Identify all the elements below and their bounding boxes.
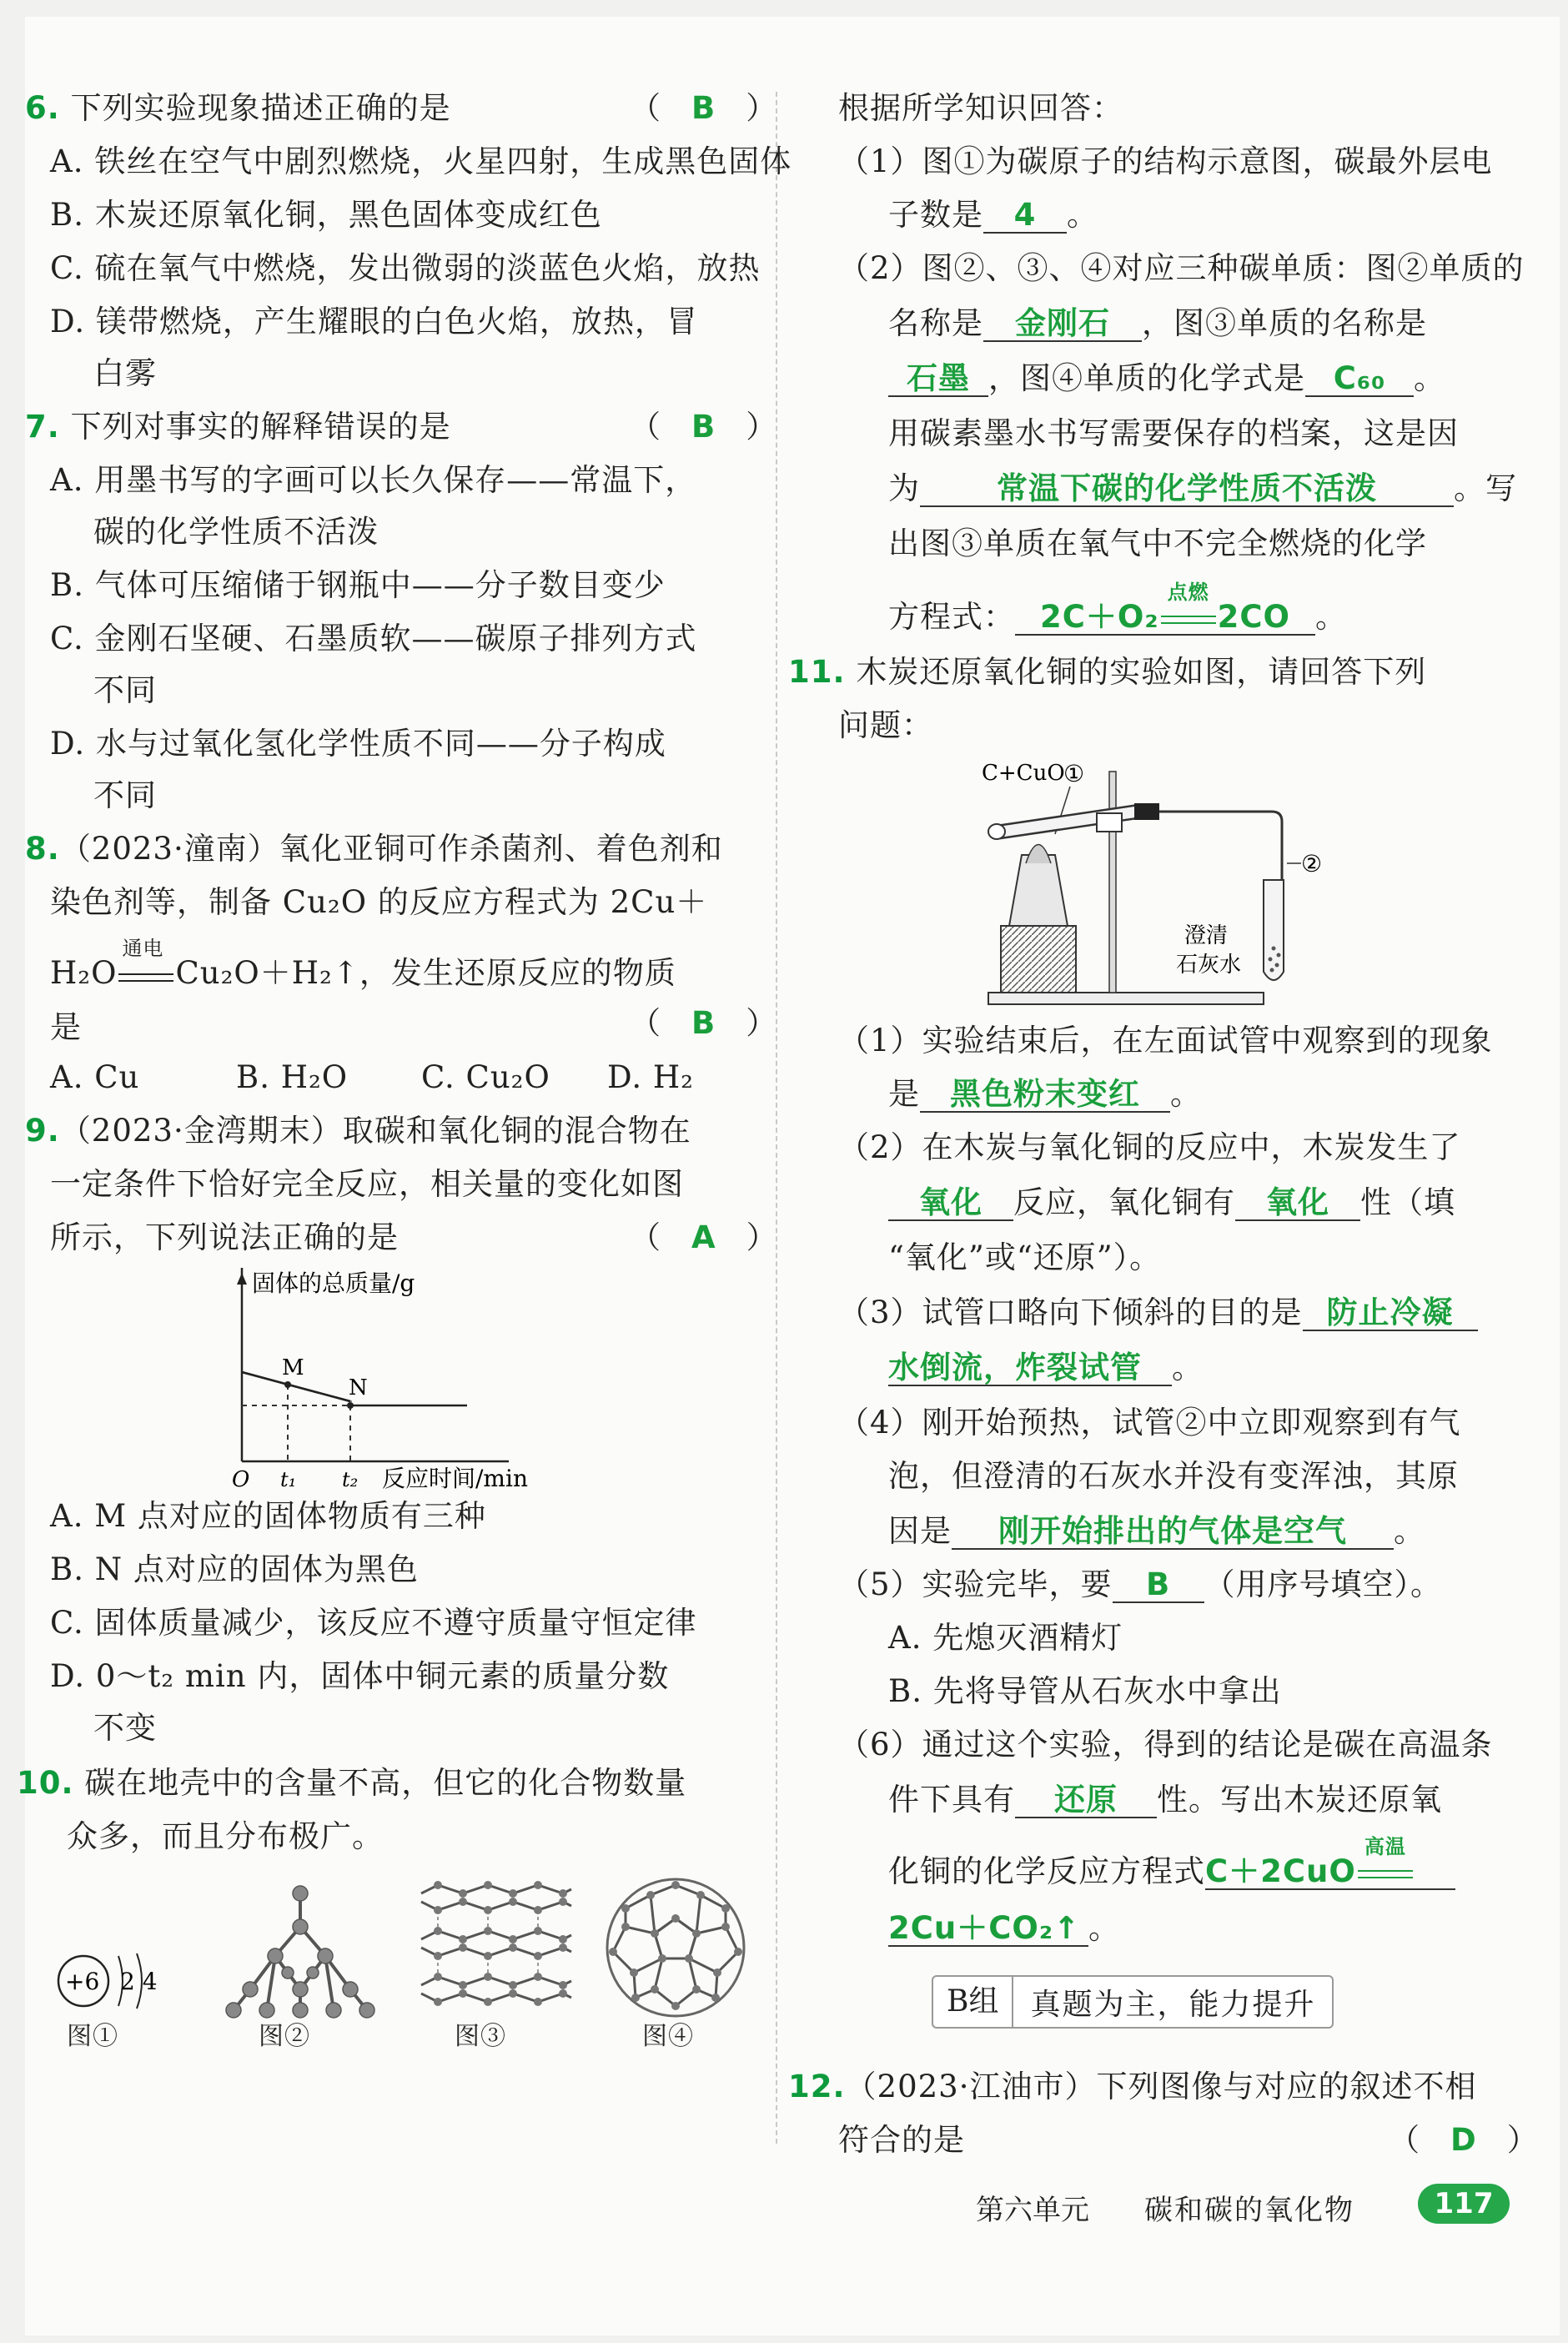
q11-2-line1: （2）在木炭与氧化铜的反应中，木炭发生了 xyxy=(838,1129,1461,1165)
q11-5-text2: （用序号填空）。 xyxy=(1204,1566,1443,1602)
clamp xyxy=(1097,813,1122,832)
graph-y-label: 固体的总质量/g xyxy=(252,1270,415,1297)
graph-point-n xyxy=(347,1402,354,1409)
q10-line1 xyxy=(17,1765,686,1802)
q8-condition: 通电 xyxy=(122,937,164,960)
q12-answer-box: （ D ） xyxy=(1389,2122,1538,2158)
q11-4-text: 因是 xyxy=(888,1513,952,1549)
q8-option-a: A. Cu xyxy=(50,1059,140,1095)
eq2-reactants: C＋2CuO xyxy=(1205,1853,1356,1889)
answer-order: B xyxy=(1113,1568,1204,1603)
q11-line1-text: 木炭还原氧化铜的实验如图，请回答下列 xyxy=(856,654,1427,690)
wood-block xyxy=(1001,926,1076,993)
answer-cuo-property: 氧化 xyxy=(1235,1186,1360,1221)
q11-1-text: 是 xyxy=(888,1076,920,1112)
q8-reactant: H₂O xyxy=(50,955,118,991)
q7-option-b: B. 气体可压缩储于钢瓶中——分子数目变少 xyxy=(50,567,666,603)
q11-3-text: （3）试管口略向下倾斜的目的是 xyxy=(838,1295,1303,1330)
q6-stem-text: 下列实验现象描述正确的是 xyxy=(70,90,451,126)
q8-line1-text: （2023·潼南）氧化亚铜可作杀菌剂、着色剂和 xyxy=(59,831,723,867)
q11-6-line4: 2Cu＋CO₂↑ 。 xyxy=(888,1910,1120,1946)
q12-line1-text: （2023·江油市）下列图像与对应的叙述不相 xyxy=(845,2069,1477,2104)
q9-option-c: C. 固体质量减少，该反应不遵守质量守恒定律 xyxy=(50,1605,697,1641)
stand-rod xyxy=(1109,772,1116,993)
q11-apparatus-diagram xyxy=(972,755,1372,1009)
q8-line3-text: Cu₂O＋H₂↑，发生还原反应的物质 xyxy=(175,955,676,991)
stand-base xyxy=(988,993,1264,1004)
graphite-atoms xyxy=(434,1881,567,2006)
q12-answer: D xyxy=(1450,2122,1476,2158)
q6-option-d-cont: 白雾 xyxy=(93,355,157,391)
q8-line1 xyxy=(25,831,723,867)
q9-number: 9. xyxy=(25,1113,60,1149)
fig4-caption: 图④ xyxy=(642,2022,694,2051)
q9-option-d-cont: 不变 xyxy=(93,1710,157,1746)
q6-option-c: C. 硫在氧气中燃烧，发出微弱的淡蓝色火焰，放热 xyxy=(50,250,761,286)
q9-option-d: D. 0～t₂ min 内，固体中铜元素的质量分数 xyxy=(50,1658,670,1694)
fig4-c60-structure xyxy=(592,1868,759,2027)
eq1-condition: 点燃 xyxy=(1167,581,1209,604)
answer-equation-part2: 2Cu＋CO₂↑ xyxy=(888,1912,1088,1947)
fig3-caption: 图③ xyxy=(455,2022,506,2051)
q8-option-b: B. H₂O xyxy=(236,1059,349,1095)
q11-2-text2: 性（填 xyxy=(1360,1184,1455,1220)
q11-4-line3: 因是 刚开始排出的气体是空气 。 xyxy=(888,1513,1425,1549)
q8-line2: 染色剂等，制备 Cu₂O 的反应方程式为 2Cu＋ xyxy=(50,884,708,920)
answer-c60: C₆₀ xyxy=(1305,362,1414,397)
q11-line2: 问题： xyxy=(838,707,933,743)
q9-line1-text: （2023·金湾期末）取碳和氧化铜的混合物在 xyxy=(59,1113,691,1149)
q6-answer: B xyxy=(691,90,716,126)
q11-line1 xyxy=(788,654,1426,691)
test-tube-2 xyxy=(1264,880,1284,980)
q11-3-line1 xyxy=(838,1295,1478,1331)
q7-option-d: D. 水与过氧化氢化学性质不同——分子构成 xyxy=(50,726,666,762)
q7-option-c: C. 金刚石坚硬、石墨质软——碳原子排列方式 xyxy=(50,621,697,656)
q11-1-line1: （1）实验结束后，在左面试管中观察到的现象 xyxy=(838,1023,1493,1058)
q6-option-a: A. 铁丝在空气中剧烈燃烧，火星四射，生成黑色固体 xyxy=(50,143,792,179)
b-group-banner xyxy=(932,1975,1334,2029)
eq2-arrow xyxy=(1356,1835,1415,1888)
q11-6-line1: （6）通过这个实验，得到的结论是碳在高温条 xyxy=(838,1727,1493,1762)
q10-intro: 根据所学知识回答： xyxy=(838,90,1123,126)
c60-outline xyxy=(607,1879,744,2016)
q10-2-line4: 用碳素墨水书写需要保存的档案，这是因 xyxy=(888,415,1459,451)
q10-line2: 众多，而且分布极广。 xyxy=(67,1818,384,1854)
answer-tilt-purpose-2: 水倒流，炸裂试管 xyxy=(888,1351,1172,1386)
q7-stem-text: 下列对事实的解释错误的是 xyxy=(70,409,451,445)
footer-unit: 第六单元 xyxy=(976,2194,1089,2227)
q10-2-text6: 方程式： xyxy=(888,599,1015,635)
q9-option-a: A. M 点对应的固体物质有三种 xyxy=(50,1498,486,1534)
q6-stem xyxy=(25,90,451,127)
q10-number: 10. xyxy=(17,1765,74,1801)
q10-2-line1: （2）图②、③、④对应三种碳单质：图②单质的 xyxy=(838,250,1525,286)
q11-2-line3: “氧化”或“还原”）。 xyxy=(888,1239,1162,1275)
q10-2-line6: 出图③单质在氧气中不完全燃烧的化学 xyxy=(888,525,1427,561)
q11-6-line3 xyxy=(888,1835,1455,1890)
eq1-reactants: 2C＋O₂ xyxy=(1040,599,1159,635)
graph-t2: t₂ xyxy=(342,1468,359,1491)
q11-3-line2: 水倒流，炸裂试管 。 xyxy=(888,1350,1204,1385)
q11-6-text3: 化铜的化学反应方程式 xyxy=(888,1853,1205,1889)
q10-2-text2: ，图③单质的名称是 xyxy=(1142,305,1427,341)
q9-line1 xyxy=(25,1113,691,1149)
q11-5-option-b: B. 先将导管从石灰水中拿出 xyxy=(888,1673,1282,1709)
apparatus-mark-1: ① xyxy=(1063,760,1085,787)
answer-outer-electrons: 4 xyxy=(983,199,1067,234)
apparatus-label-c-cuo: C+CuO xyxy=(982,761,1065,786)
stopper xyxy=(1134,803,1159,820)
q8-answer-box: （ B ） xyxy=(630,1005,777,1041)
q11-2-text1: 反应，氧化铜有 xyxy=(1013,1184,1235,1220)
q11-number: 11. xyxy=(788,654,846,690)
answer-equation-part1 xyxy=(1205,1835,1455,1890)
q6-option-d: D. 镁带燃烧，产生耀眼的白色火焰，放热，冒 xyxy=(50,304,698,339)
answer-ink-reason: 常温下碳的化学性质不活泼 xyxy=(920,472,1454,507)
q10-1-line1: （1）图①为碳原子的结构示意图，碳最外层电 xyxy=(838,143,1493,179)
q10-2-text1: 名称是 xyxy=(888,305,983,341)
q9-option-b: B. N 点对应的固体为黑色 xyxy=(50,1551,419,1587)
q11-6-line2 xyxy=(888,1782,1442,1818)
fig3-graphite-structure xyxy=(413,1877,580,2019)
q10-2-text4: 为 xyxy=(888,470,920,506)
q8-option-d: D. H₂ xyxy=(607,1059,694,1095)
q11-4-line2: 泡，但澄清的石灰水并没有变浑浊，其原 xyxy=(888,1458,1459,1494)
alcohol-lamp-mesh xyxy=(1009,855,1068,926)
b-group-title: 真题为主，能力提升 xyxy=(1030,1987,1316,2022)
q12-number: 12. xyxy=(788,2069,846,2104)
graph-y-arrow xyxy=(237,1273,247,1285)
q11-6-text1: 件下具有 xyxy=(888,1782,1015,1818)
c60-atoms xyxy=(609,1881,742,2010)
q10-2-line7: 方程式： 2C＋O₂ 点燃 2CO 。 xyxy=(888,599,1347,636)
b-group-tag: B组 xyxy=(933,1977,1013,2027)
eq2-condition: 高温 xyxy=(1364,1835,1406,1858)
q12-line1 xyxy=(788,2069,1476,2105)
q6-option-b: B. 木炭还原氧化铜，黑色固体变成红色 xyxy=(50,197,602,233)
q11-1-line2: 是 黑色粉末变红 。 xyxy=(888,1076,1202,1112)
q8-line3 xyxy=(50,937,676,992)
q11-4-line1: （4）刚开始预热，试管②中立即观察到有气 xyxy=(838,1405,1461,1440)
eq1-arrow xyxy=(1159,581,1218,634)
q9-answer: A xyxy=(691,1219,716,1255)
q10-2-line3: 石墨 ，图④单质的化学式是 C₆₀ 。 xyxy=(888,360,1445,397)
footer-title: 碳和碳的氧化物 xyxy=(1144,2194,1354,2227)
q11-2-line2 xyxy=(888,1184,1455,1221)
apparatus-label-limewater1: 澄清 xyxy=(1184,923,1229,948)
apparatus-mark-2: ② xyxy=(1301,850,1323,877)
graph-label-m: M xyxy=(282,1355,304,1380)
q8-condition-arrow xyxy=(117,937,175,992)
q10-2-line5 xyxy=(888,470,1517,507)
answer-black-powder-red: 黑色粉末变红 xyxy=(920,1078,1170,1113)
c60-polygons xyxy=(613,1885,738,2006)
answer-reducing: 还原 xyxy=(1015,1783,1157,1818)
q10-1-text: 子数是 xyxy=(888,197,983,233)
q8-line4: 是 xyxy=(50,1009,82,1045)
q7-option-c-cont: 不同 xyxy=(93,672,157,708)
q8-answer: B xyxy=(691,1005,716,1041)
graph-label-n: N xyxy=(349,1375,368,1400)
answer-tilt-purpose-1: 防止冷凝 xyxy=(1303,1296,1478,1331)
answer-diamond: 金刚石 xyxy=(983,307,1142,342)
q9-line3: 所示，下列说法正确的是 xyxy=(50,1219,399,1255)
column-divider xyxy=(776,92,777,2144)
graph-origin: O xyxy=(232,1467,250,1492)
atom-electron-counts: 2 4 xyxy=(120,1968,158,1995)
q10-2-line2 xyxy=(888,305,1427,342)
graph-x-label: 反应时间/min xyxy=(382,1465,528,1492)
answer-carbon-oxidation: 氧化 xyxy=(888,1186,1013,1221)
q8-number: 8. xyxy=(25,831,60,867)
graph-point-m xyxy=(284,1381,291,1388)
q7-option-a: A. 用墨书写的字画可以长久保存——常温下， xyxy=(50,462,697,498)
graphite-layers xyxy=(421,1885,571,2002)
q10-1-line2: 子数是 4 。 xyxy=(888,197,1098,233)
q7-answer: B xyxy=(691,409,716,445)
q10-line1-text: 碳在地壳中的含量不高，但它的化合物数量 xyxy=(84,1765,687,1801)
eq1-product: 2CO xyxy=(1217,599,1290,635)
page-number-badge: 117 xyxy=(1418,2184,1510,2224)
answer-air-first: 刚开始排出的气体是空气 xyxy=(952,1515,1394,1550)
q6-number: 6. xyxy=(25,90,60,126)
fig2-diamond-structure xyxy=(217,1877,384,2027)
q7-option-a-cont: 碳的化学性质不活泼 xyxy=(93,514,379,550)
q10-2-text5: 。写 xyxy=(1454,470,1517,506)
fig1-caption: 图① xyxy=(67,2022,118,2051)
answer-graphite: 石墨 xyxy=(888,362,988,397)
flame xyxy=(1026,845,1051,864)
q10-2-text3: ，图④单质的化学式是 xyxy=(988,360,1305,396)
q12-line2: 符合的是 xyxy=(838,2122,965,2158)
apparatus-label-limewater2: 石灰水 xyxy=(1176,953,1242,978)
q11-5-option-a: A. 先熄灭酒精灯 xyxy=(888,1620,1123,1656)
q11-6-text2: 性。写出木炭还原氧 xyxy=(1157,1782,1442,1818)
q7-answer-box: （ B ） xyxy=(630,409,777,445)
q9-answer-box: （ A ） xyxy=(630,1219,777,1255)
q8-option-c: C. Cu₂O xyxy=(421,1059,550,1095)
atom-nucleus-label: +6 xyxy=(65,1968,100,1995)
q6-answer-box: （ B ） xyxy=(630,90,777,126)
q11-5-line1 xyxy=(838,1566,1442,1603)
q7-number: 7. xyxy=(25,409,60,445)
q7-option-d-cont: 不同 xyxy=(93,777,157,813)
q9-line2: 一定条件下恰好完全反应，相关量的变化如图 xyxy=(50,1166,684,1202)
graph-t1: t₁ xyxy=(280,1468,297,1491)
fig2-caption: 图② xyxy=(259,2022,310,2051)
q9-mass-time-graph xyxy=(225,1268,559,1493)
graphite-interlayer xyxy=(438,1910,538,1977)
q11-5-text1: （5）实验完毕，要 xyxy=(838,1566,1113,1602)
q7-stem xyxy=(25,409,451,445)
